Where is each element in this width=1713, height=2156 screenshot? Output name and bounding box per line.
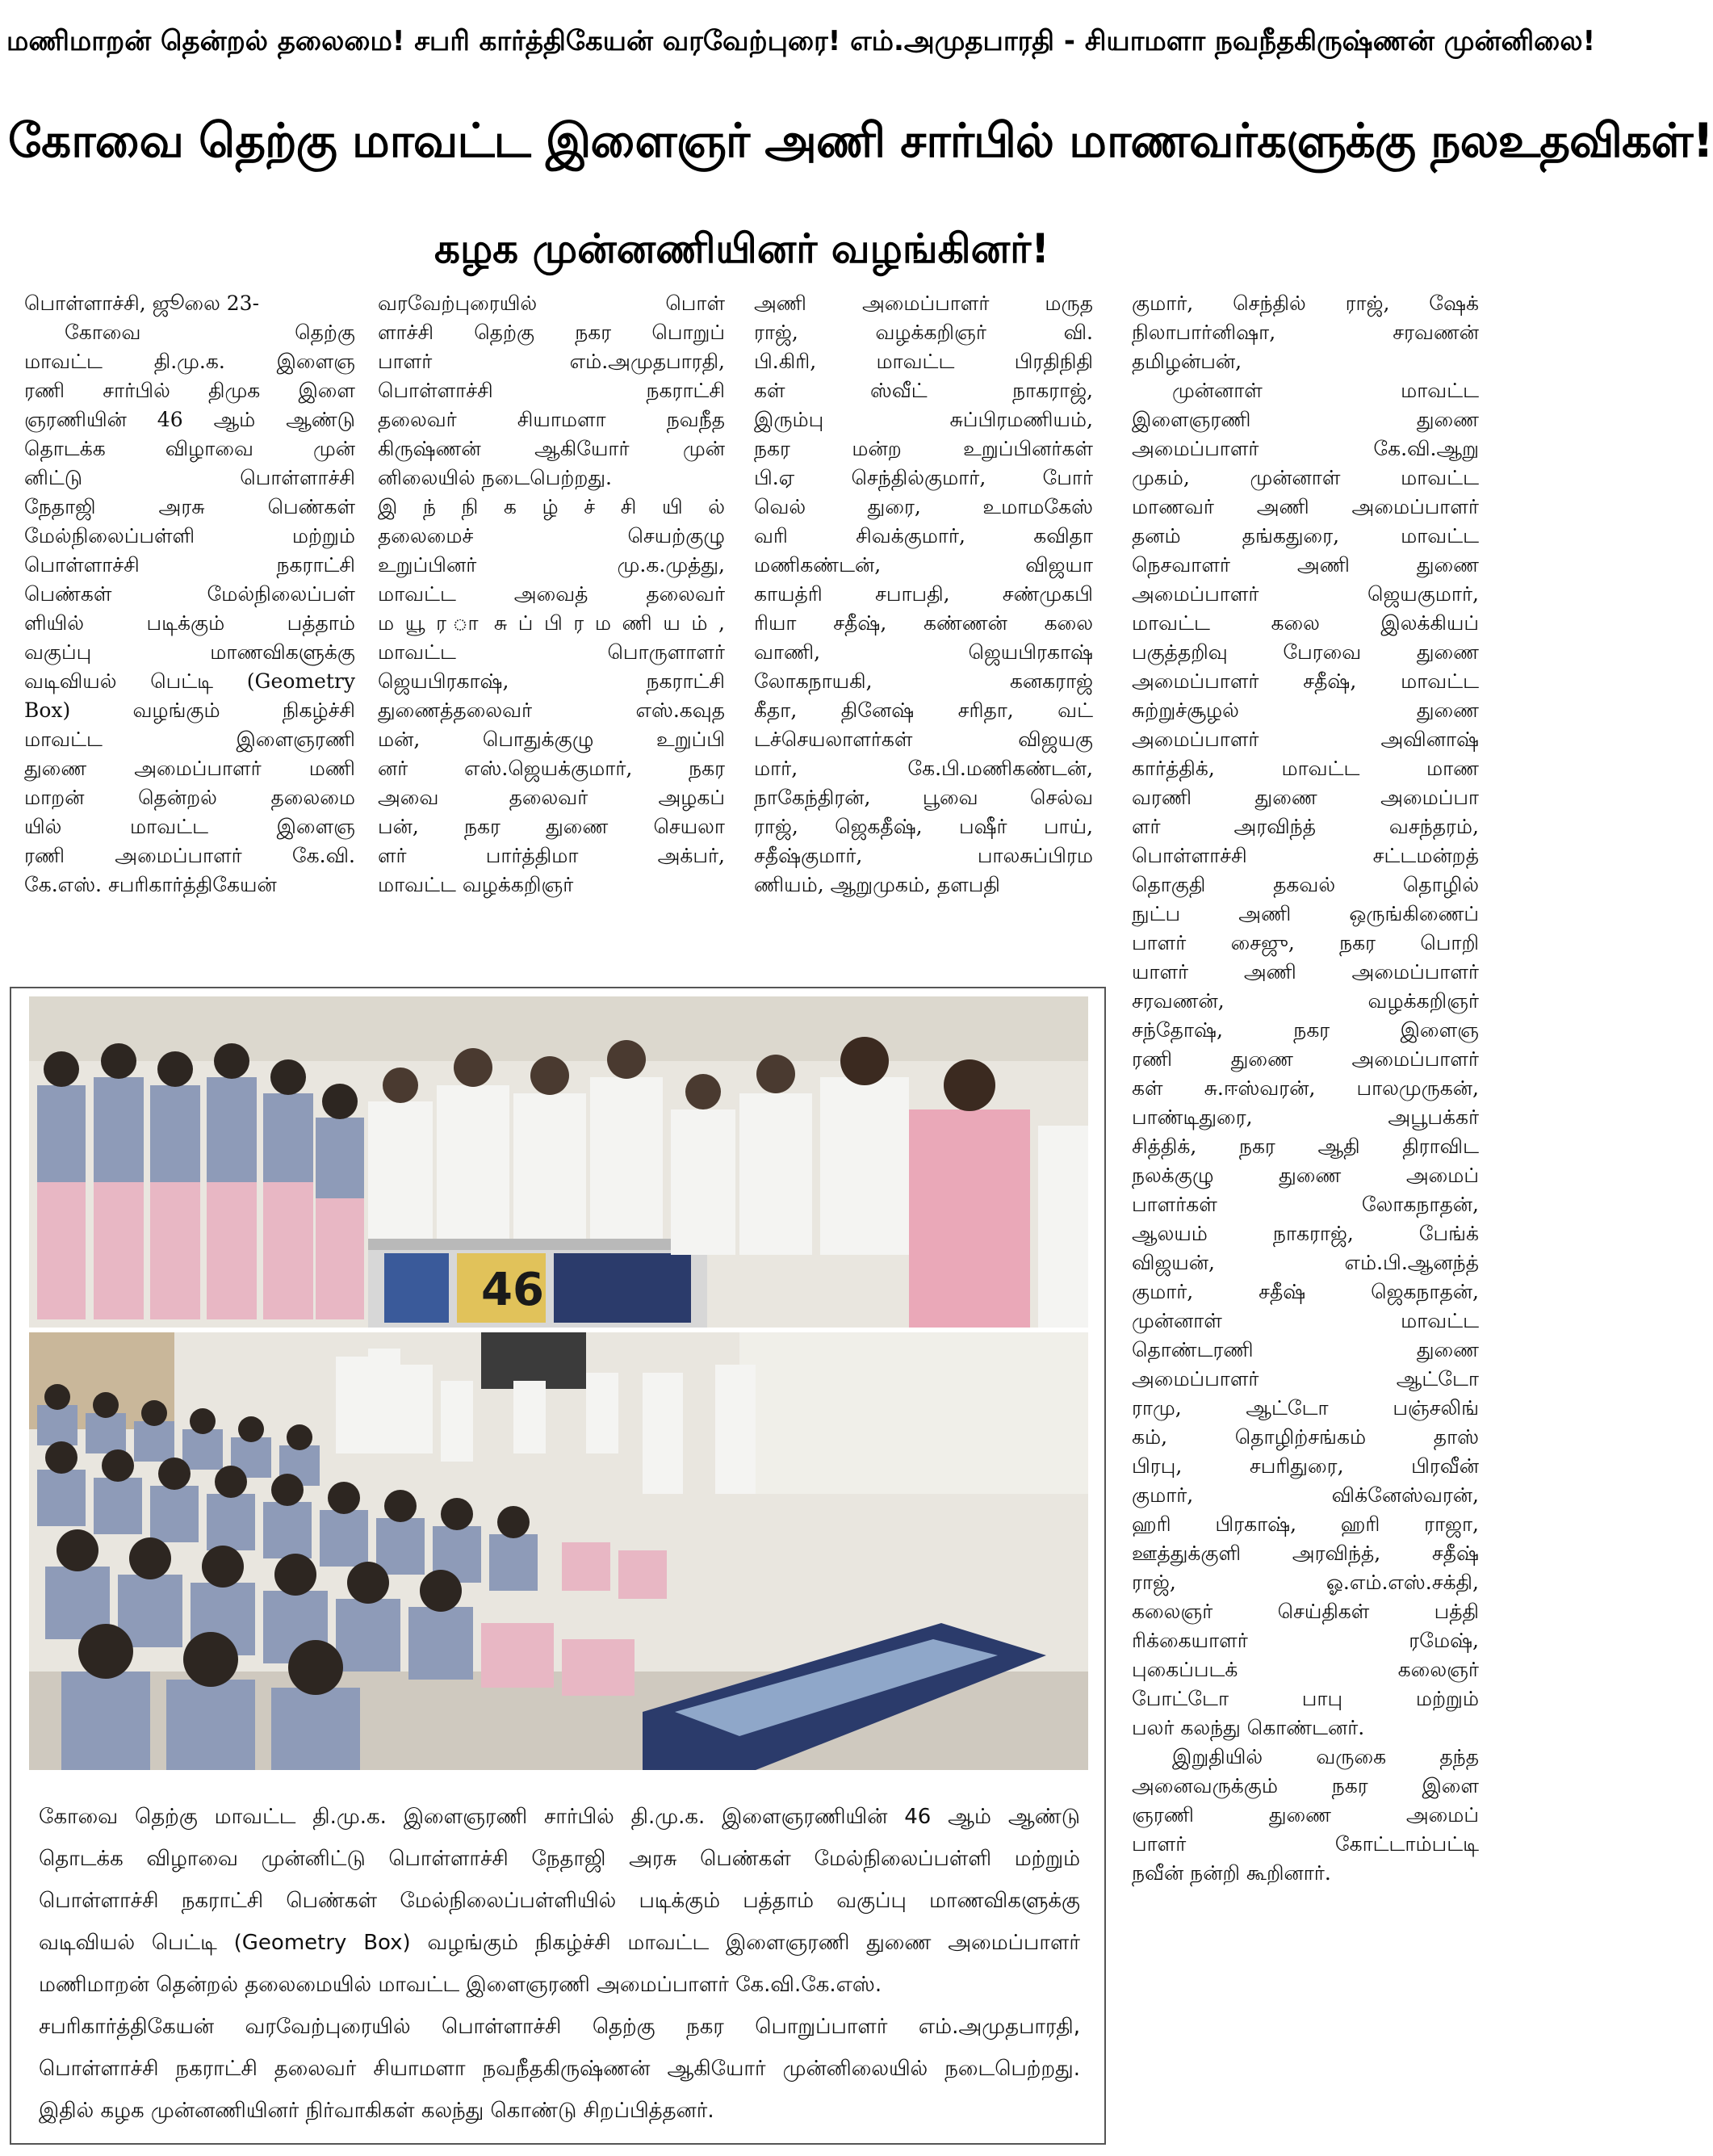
event-photo-top [29,996,1088,1328]
article-line: வெல் துரை, உமாமகேஸ் [754,495,1093,518]
article-line: உறுப்பினர் மு.க.முத்து, [378,553,725,577]
article-line: ளாச்சி தெற்கு நகர பொறுப் [378,321,725,344]
article-line: அமைப்பாளர் கே.வி.ஆறு [1132,437,1479,460]
article-line: கே.எஸ். சபரிகார்த்திகேயன் [24,873,277,896]
article-line: விஜயன், எம்.பி.ஆனந்த் [1132,1251,1479,1274]
article-line: பாளர் சைஜு, நகர பொறி [1132,931,1479,954]
article-line: பி.ஏ செந்தில்குமார், போர் [754,466,1093,489]
article-line: வரி சிவக்குமார், கவிதா [754,524,1093,547]
article-line: இ ந் நி க ழ் ச் சி யி ல் [378,495,725,518]
article-line: ராஜ், வழக்கறிஞர் வி. [754,321,1093,344]
caption-line: மணிமாறன் தென்றல் தலைமையில் மாவட்ட இளைஞரணி அமைப்பாளர் கே.வி.கே.எஸ். [39,1973,882,1997]
article-line: மாவட்ட அவைத் தலைவர் [378,582,725,606]
article-line: சரவணன், வழக்கறிஞர் [1132,989,1479,1013]
article-column-4 [1132,289,1479,1888]
article-line: கள் சு.ஈஸ்வரன், பாலமுருகன், [1132,1076,1479,1100]
article-column-3 [754,289,1093,900]
article-line: தொடக்க விழாவை முன் [24,437,355,460]
article-line: ஞரணி துணை அமைப் [1132,1803,1479,1827]
article-line: முகம், முன்னாள் மாவட்ட [1132,466,1479,489]
article-line: சித்திக், நகர ஆதி திராவிட [1132,1135,1479,1158]
article-line: யாளர் அணி அமைப்பாளர் [1132,960,1479,984]
article-line: பொள்ளாச்சி நகராட்சி [378,379,725,402]
article-line: பொள்ளாச்சி நகராட்சி [24,553,355,577]
article-line: மார், கே.பி.மணிகண்டன், [754,757,1093,780]
article-column-1 [24,289,355,900]
article-line: ளர் அரவிந்த் வசந்தரம், [1132,815,1479,838]
article-line: பன், நகர துணை செயலா [378,815,725,838]
article-line: பாளர் கோட்டாம்பட்டி [1132,1832,1479,1856]
article-line: தொகுதி தகவல் தொழில் [1132,873,1479,896]
article-line: ராமு, ஆட்டோ பஞ்சலிங் [1132,1396,1479,1420]
article-line: குமார், செந்தில் ராஜ், ஷேக் [1132,292,1479,315]
article-line: ரணி துணை அமைப்பாளர் [1132,1047,1479,1071]
article-line: ஹரி பிரகாஷ், ஹரி ராஜா, [1132,1512,1479,1536]
article-line: கார்த்திக், மாவட்ட மாண [1132,757,1479,780]
article-line: இறுதியில் வருகை தந்த [1172,1745,1479,1768]
article-line: ளர் பார்த்திமா அக்பர், [378,844,725,867]
article-line: தமிழன்பன், [1132,350,1242,373]
article-line: காயத்ரி சபாபதி, சண்முகபி [754,582,1093,606]
event-photo-bottom-image [29,1332,1088,1770]
article-line: மாணவர் அணி அமைப்பாளர் [1132,495,1479,518]
photo-box [10,987,1106,2145]
article-line: அமைப்பாளர் ஜெயகுமார், [1132,582,1479,606]
article-line: ஆலயம் நாகராஜ், பேங்க் [1132,1222,1479,1245]
article-line: பாளர் எம்.அமுதபாரதி, [378,350,725,373]
article-line: இளைஞரணி துணை [1132,408,1479,431]
article-line: குமார், விக்னேஸ்வரன், [1132,1483,1479,1507]
article-line: ரணி சார்பில் திமுக இளை [24,379,355,402]
article-line: மாவட்ட வழக்கறிஞர் [378,873,574,896]
article-line: வகுப்பு மாணவிகளுக்கு [24,640,355,664]
event-photo-bottom [29,1332,1088,1770]
article-line: மாறன் தென்றல் தலைமை [24,786,355,809]
article-line: பகுத்தறிவு பேரவை துணை [1132,640,1479,664]
article-line: கிருஷ்ணன் ஆகியோர் முன் [378,437,725,460]
article-line: சந்தோஷ், நகர இளைஞ [1132,1018,1479,1042]
article-line: ஊத்துக்குளி அரவிந்த், சதீஷ் [1132,1541,1479,1565]
article-line: னிலையில் நடைபெற்றது. [378,466,612,489]
article-line: பலர் கலந்து கொண்டனர். [1132,1716,1365,1739]
article-line: கீதா, தினேஷ் சரிதா, வட் [754,698,1093,722]
article-line: பாண்டிதுரை, அபூபக்கர் [1132,1105,1479,1129]
article-line: போட்டோ பாபு மற்றும் [1132,1687,1479,1710]
article-line: பெண்கள் மேல்நிலைப்பள் [24,582,355,606]
photo-caption [39,1796,1080,2132]
caption-line: பொள்ளாச்சி நகராட்சி பெண்கள் மேல்நிலைப்பள்ளியில் படிக்கும் பத்தாம் வகுப்பு மாணவிகளுக்கு [39,1889,1080,1913]
article-line: வரணி துணை அமைப்பா [1132,786,1479,809]
article-column-2 [378,289,725,900]
article-line: நுட்ப அணி ஒருங்கிணைப் [1132,902,1479,925]
article-line: அணி அமைப்பாளர் மருத [754,292,1093,315]
event-photo-top-image [29,996,1088,1328]
article-line: மாவட்ட பொருளாளர் [378,640,725,664]
kicker-line: மணிமாறன் தென்றல் தலைமை! சபரி கார்த்திகேயன் வரவேற்புரை! எம்.அமுதபாரதி - சியாமளா நவநீதகிருஷ்ணன் முன்னிலை! [6,25,1596,57]
article-line: நிலாபார்னிஷா, சரவணன் [1132,321,1479,344]
article-line: தலைமைச் செயற்குழு [378,524,725,547]
article-line: Box) வழங்கும் நிகழ்ச்சி [24,698,355,722]
article-line: நாகேந்திரன், பூவை செல்வ [754,786,1093,809]
article-line: பிரபு, சபரிதுரை, பிரவீன் [1132,1454,1479,1478]
caption-line: இதில் கழக முன்னணியினர் நிர்வாகிகள் கலந்து கொண்டு சிறப்பித்தனர். [39,2099,714,2123]
article-line: நகர மன்ற உறுப்பினர்கள் [754,437,1093,460]
caption-line: பொள்ளாச்சி நகராட்சி தலைவர் சியாமளா நவநீதகிருஷ்ணன் ஆகியோர் முன்னிலையில் நடைபெற்றது. [39,2057,1080,2081]
article-line: கம், தொழிற்சங்கம் தாஸ் [1132,1425,1479,1449]
article-line: ரணி அமைப்பாளர் கே.வி. [24,844,355,867]
article-line: மாவட்ட கலை இலக்கியப் [1132,611,1479,635]
caption-line: வடிவியல் பெட்டி (Geometry Box) வழங்கும் நிகழ்ச்சி மாவட்ட இளைஞரணி துணை அமைப்பாளர் [39,1931,1080,1955]
caption-line: கோவை தெற்கு மாவட்ட தி.மு.க. இளைஞரணி சார்பில் தி.மு.க. இளைஞரணியின் 46 ஆம் ஆண்டு [39,1805,1080,1829]
article-line: கோவை தெற்கு [65,321,355,344]
article-line: பி.கிரி, மாவட்ட பிரதிநிதி [754,350,1093,373]
article-line: பொள்ளாச்சி, ஜூலை 23- [24,292,260,315]
article-line: பொள்ளாச்சி சட்டமன்றத் [1132,844,1479,867]
article-line: ணியம், ஆறுமுகம், தளபதி [754,873,1000,896]
article-line: நெசவாளர் அணி துணை [1132,553,1479,577]
article-line: ளியில் படிக்கும் பத்தாம் [24,611,355,635]
article-line: வரவேற்புரையில் பொள் [378,292,725,315]
article-line: புகைப்படக் கலைஞர் [1132,1658,1479,1681]
article-line: ரியா சதீஷ், கண்ணன் கலை [754,611,1093,635]
article-line: சுற்றுச்சூழல் துணை [1132,698,1479,722]
article-line: னிட்டு பொள்ளாச்சி [24,466,355,489]
article-line: குமார், சதீஷ் ஜெகநாதன், [1132,1280,1479,1303]
article-line: முன்னாள் மாவட்ட [1172,379,1479,402]
article-line: டச்செயலாளர்கள் விஜயகு [754,728,1093,751]
article-line: வடிவியல் பெட்டி (Geometry [24,669,355,693]
caption-line: தொடக்க விழாவை முன்னிட்டு பொள்ளாச்சி நேதாஜி அரசு பெண்கள் மேல்நிலைப்பள்ளி மற்றும் [39,1847,1080,1871]
article-line: கலைஞர் செய்திகள் பத்தி [1132,1600,1479,1623]
article-line: அமைப்பாளர் அவினாஷ் [1132,728,1479,751]
article-line: அமைப்பாளர் சதீஷ், மாவட்ட [1132,669,1479,693]
article-line: மேல்நிலைப்பள்ளி மற்றும் [24,524,355,547]
caption-line: சபரிகார்த்திகேயன் வரவேற்புரையில் பொள்ளாச்சி தெற்கு நகர பொறுப்பாளர் எம்.அமுதபாரதி, [39,2015,1080,2039]
article-line: தொண்டரணி துணை [1132,1338,1479,1361]
article-line: மன், பொதுக்குழு உறுப்பி [378,728,725,751]
article-line: சதீஷ்குமார், பாலசுப்பிரம [754,844,1093,867]
subheadline: கழக முன்னணியினர் வழங்கினர்! [433,225,1050,272]
article-line: ஜெயபிரகாஷ், நகராட்சி [378,669,725,693]
article-line: லோகநாயகி, கனகராஜ் [754,669,1093,693]
article-line: தனம் தங்கதுரை, மாவட்ட [1132,524,1479,547]
article-line: ரிக்கையாளர் ரமேஷ், [1132,1629,1479,1652]
article-line: ம யூ ர ா சு ப் பி ர ம ணி ய ம் , [378,611,725,635]
article-line: துணைத்தலைவர் எஸ்.கவுத [378,698,725,722]
article-line: கள் ஸ்வீட் நாகராஜ், [754,379,1093,402]
article-line: மாவட்ட தி.மு.க. இளைஞ [24,350,355,373]
article-line: தலைவர் சியாமளா நவநீத [378,408,725,431]
article-line: அவை தலைவர் அழகப் [378,786,725,809]
article-line: அனைவருக்கும் நகர இளை [1132,1774,1479,1797]
article-line: முன்னாள் மாவட்ட [1132,1309,1479,1332]
article-line: பாளர்கள் லோகநாதன், [1132,1193,1479,1216]
article-line: துணை அமைப்பாளர் மணி [24,757,355,780]
article-line: யில் மாவட்ட இளைஞ [24,815,355,838]
article-line: அமைப்பாளர் ஆட்டோ [1132,1367,1479,1390]
article-line: வாணி, ஜெயபிரகாஷ் [754,640,1093,664]
article-line: இரும்பு சுப்பிரமணியம், [754,408,1093,431]
article-line: மணிகண்டன், விஜயா [754,553,1093,577]
article-line: னர் எஸ்.ஜெயக்குமார், நகர [378,757,725,780]
article-line: நவீன் நன்றி கூறினார். [1132,1861,1331,1885]
article-line: மாவட்ட இளைஞரணி [24,728,355,751]
headline: கோவை தெற்கு மாவட்ட இளைஞர் அணி சார்பில் மாணவர்களுக்கு நலஉதவிகள்! [8,113,1713,168]
banner-number: 46 [481,1264,544,1316]
article-line: நேதாஜி அரசு பெண்கள் [24,495,355,518]
article-line: ஞரணியின் 46 ஆம் ஆண்டு [24,408,355,431]
article-line: ராஜ், ஓ.எம்.எஸ்.சக்தி, [1132,1571,1479,1594]
article-line: ராஜ், ஜெகதீஷ், பஷீர் பாய், [754,815,1093,838]
article-line: நலக்குழு துணை அமைப் [1132,1164,1479,1187]
